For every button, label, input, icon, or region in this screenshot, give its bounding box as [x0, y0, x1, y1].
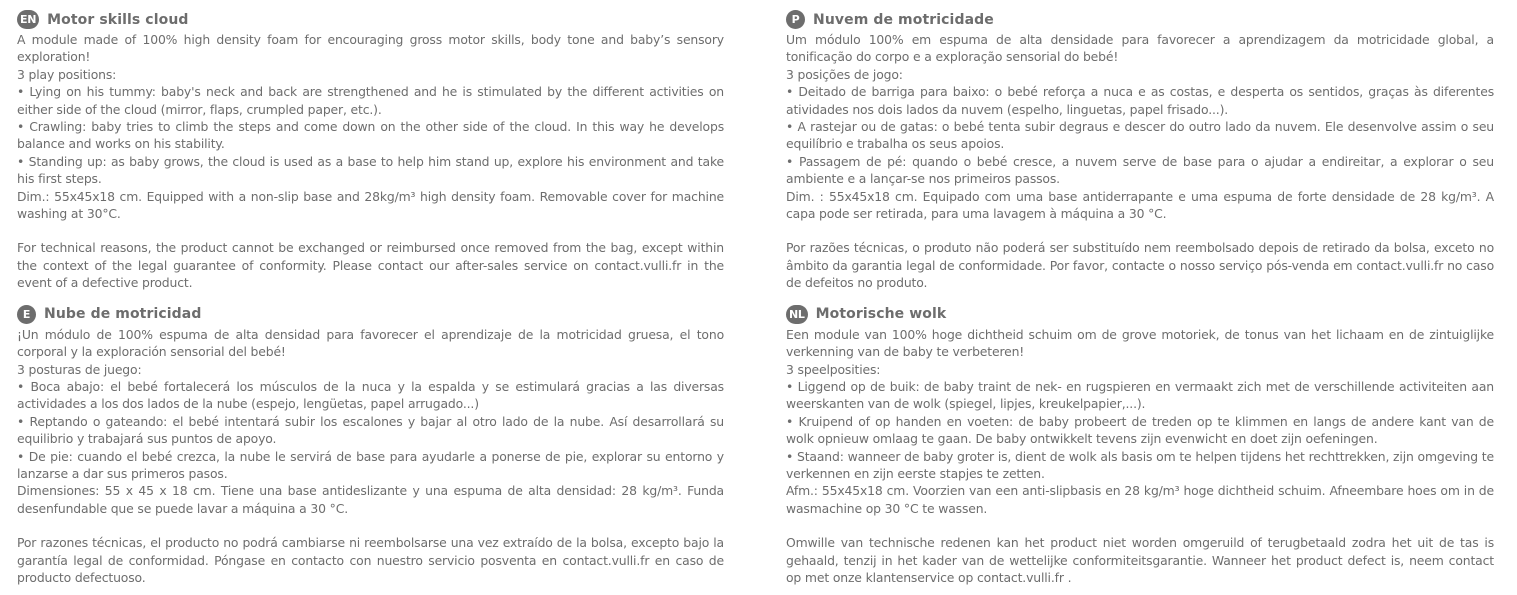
warranty-notice: Por razões técnicas, o produto não poderá ser substituído nem reembolsado depois de retirado da bolsa, exceto no âmbito da garantia legal de conformidade. Por favor, contacte o nosso serviço pós-venda em contact.vulli.fr no caso de defeitos no produto.	[786, 240, 1494, 291]
position-item: • Reptando o gateando: el bebé intentará subir los escalones y bajar al otro lado de la nube. Así desarrollará su equilibrio y trabajará sus puntos de apoyo.	[17, 413, 724, 447]
dimensions-text: Afm.: 55x45x18 cm. Voorzien van een anti-slipbasis en 28 kg/m³ hoge dichtheid schuim. Afneembare hoes om in de wasmachine op 30 °C te wassen.	[786, 483, 1494, 516]
dimensions-text: Dimensiones: 55 x 45 x 18 cm. Tiene una base antideslizante y una espuma de alta densidad: 28 kg/m³. Funda desenfundable que se puede lavar a máquina a 30 °C.	[17, 483, 724, 516]
warranty-notice: Omwille van technische redenen kan het product niet worden omgeruild of terugbetaald zodra het uit de tas is gehaald, tenzij in het kader van de wettelijke conformiteitsgarantie. Wanneer het product defect is, neem contact op met onze klantenservice op contact.vulli.fr .	[786, 535, 1494, 585]
language-badge: EN	[17, 10, 39, 29]
position-item: • Passagem de pé: quando o bebé cresce, a nuvem serve de base para o ajudar a endireitar, a explorar o seu ambiente e a lançar-se nos primeiros passos.	[786, 153, 1494, 187]
positions-heading: 3 play positions:	[17, 66, 117, 82]
position-item: • Staand: wanneer de baby groter is, dient de wolk als basis om te helpen tijdens het rechttrekken, zijn omgeving te verkennen en zijn eerste stapjes te zetten.	[786, 448, 1494, 481]
section-title: Nube de motricidad	[44, 306, 202, 323]
position-item: • Crawling: baby tries to climb the steps and come down on the other side of the cloud. In this way he develops balance and works on his stability.	[17, 119, 724, 152]
warranty-notice: Por razones técnicas, el producto no podrá cambiarse ni reembolsarse una vez extraído de la bolsa, excepto bajo la garantía legal de conformidad. Póngase en contacto con nuestro servicio posventa en contact.vulli.fr en caso de producto defectuoso.	[17, 535, 724, 585]
intro-text: Een module van 100% hoge dichtheid schuim om de grove motoriek, de tonus van het lichaam en de zintuiglijke verkenning van de baby te verbeteren!	[786, 326, 1494, 360]
dimensions-text: Dim.: 55x45x18 cm. Equipped with a non-slip base and 28kg/m³ high density foam. Removable cover for machine washing at 30°C.	[17, 188, 724, 222]
warranty-notice: For technical reasons, the product cannot be exchanged or reimbursed once removed from the bag, except within the context of the legal guarantee of conformity. Please contact our after-sales service on contact.vulli.fr in the event of a defective product.	[17, 240, 724, 291]
intro-text: Um módulo 100% em espuma de alta densidade para favorecer a aprendizagem da motricidade global, a tonificação do corpo e a exploração sensorial do bebé!	[786, 32, 1494, 65]
right-column	[786, 9, 1494, 586]
section-title: Motorische wolk	[815, 306, 947, 323]
position-item: • Kruipend of op handen en voeten: de baby probeert de treden op te klimmen en langs de andere kant van de wolk opnieuw omlaag te gaan. De baby ontwikkelt tevens zijn evenwicht en doet zijn oefeningen.	[786, 413, 1494, 447]
position-item: • Standing up: as baby grows, the cloud is used as a base to help him stand up, explore his environment and take his first steps.	[17, 153, 724, 187]
language-badge: NL	[786, 305, 808, 324]
positions-heading: 3 speelposities:	[786, 361, 881, 377]
section-portuguese	[786, 9, 1494, 292]
section-title: Motor skills cloud	[47, 11, 189, 28]
dimensions-text: Dim. : 55x45x18 cm. Equipado com uma base antiderrapante e uma espuma de forte densidade de 28 kg/m³. A capa pode ser retirada, para uma lavagem à máquina a 30 °C.	[786, 188, 1494, 222]
position-item: • Lying on his tummy: baby's neck and back are strengthened and he is stimulated by the different activities on either side of the cloud (mirror, flaps, crumpled paper, etc.).	[17, 84, 724, 117]
intro-text: A module made of 100% high density foam for encouraging gross motor skills, body tone and baby’s sensory exploration!	[17, 32, 724, 65]
intro-text: ¡Un módulo de 100% espuma de alta densidad para favorecer el aprendizaje de la motricidad gruesa, el tono corporal y la exploración sensorial del bebé!	[17, 326, 724, 360]
left-column	[17, 9, 724, 586]
language-badge: E	[17, 305, 36, 324]
section-title: Nuvem de motricidade	[813, 11, 994, 28]
position-item: • De pie: cuando el bebé crezca, la nube le servirá de base para ayudarle a ponerse de pie, explorar su entorno y lanzarse a dar sus primeros pasos.	[17, 448, 724, 481]
section-dutch	[786, 304, 1494, 587]
section-heading	[786, 9, 1494, 30]
section-heading	[17, 304, 724, 325]
position-item: • A rastejar ou de gatas: o bebé tenta subir degraus e descer do outro lado da nuvem. Ele desenvolve assim o seu equilíbrio e trabalha os seus apoios.	[786, 119, 1494, 152]
section-english	[17, 9, 724, 292]
language-badge: P	[786, 10, 805, 29]
position-item: • Deitado de barriga para baixo: o bebé reforça a nuca e as costas, e desperta os sentidos, graças às diferentes atividades nos dois lados da nuvem (espelho, linguetas, papel frisado...).	[786, 84, 1494, 117]
position-item: • Liggend op de buik: de baby traint de nek- en rugspieren en vermaakt zich met de verschillende activiteiten aan weerskanten van de wolk (spiegel, lipjes, kreukelpapier,...).	[786, 378, 1494, 412]
positions-heading: 3 posições de jogo:	[786, 66, 903, 82]
section-spanish	[17, 304, 724, 587]
positions-heading: 3 posturas de juego:	[17, 361, 142, 377]
position-item: • Boca abajo: el bebé fortalecerá los músculos de la nuca y la espalda y se estimulará gracias a las diversas actividades a los dos lados de la nube (espejo, lengüetas, papel arrugado...)	[17, 378, 724, 412]
section-heading	[17, 9, 724, 30]
section-heading	[786, 304, 1494, 325]
